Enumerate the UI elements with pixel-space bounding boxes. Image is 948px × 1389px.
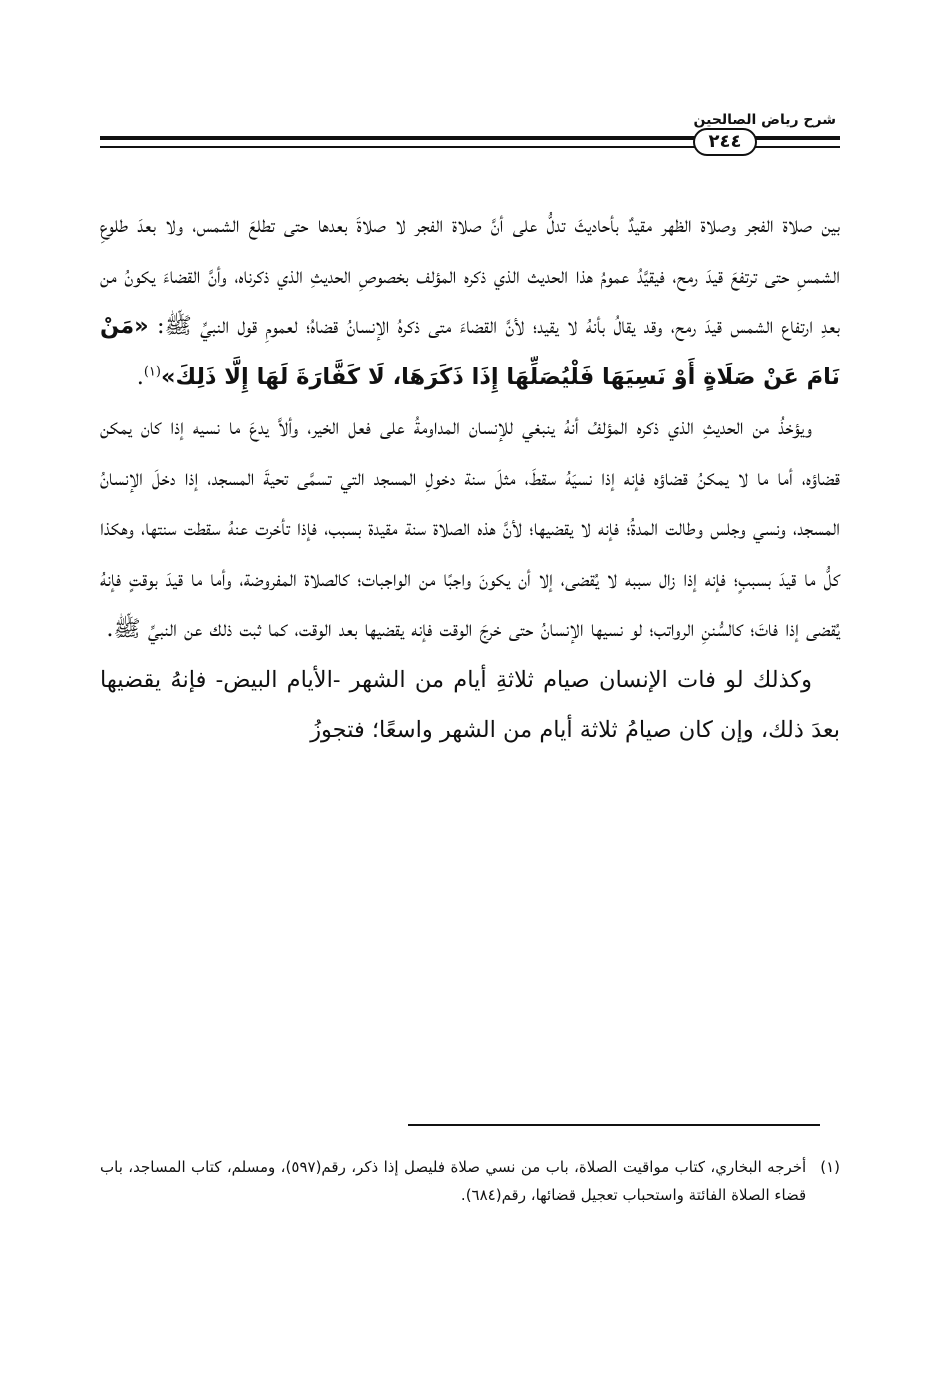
- body-text: [100, 200, 840, 756]
- footnote-number: (١): [820, 1158, 840, 1176]
- footnote-1: [100, 1153, 840, 1209]
- running-title: شرح رياض الصالحين: [693, 112, 836, 128]
- page-number-badge: [693, 128, 757, 156]
- paragraph-1-end: .: [136, 363, 144, 390]
- footnote-text: أخرجه البخاري، كتاب مواقيت الصلاة، باب من نسي صلاة فليصل إذا ذكر، رقم(٥٩٧)، ومسلم، كتاب المساجد، باب قضاء الصلاة الفائتة واستحباب تعجيل قضائها، رقم(٦٨٤).: [100, 1158, 807, 1204]
- footnote-reference[interactable]: (١): [143, 364, 161, 379]
- footnote-separator: [408, 1124, 820, 1126]
- paragraph-1-text: بين صلاة الفجر وصلاة الظهر مقيدٌ بأحاديثَ تدلُّ على أنَّ صلاة الفجر لا صلاةَ بعدها حتى تطلعَ الشمس، ولا بعدَ طلوعِ الشمسِ حتى ترتفعَ قيدَ رمح، فيقيَّدُ عمومُ هذا الحديث الذي ذكره المؤلف بخصوصِ الحديثِ الذي ذكرناه، وأنَّ القضاءَ يكونُ من بعدِ ارتفاع الشمس قيدَ رمح، وقد يقالُ بأنهُ لا يقيد؛ لأنَّ القضاءَ متى ذكرهُ الإنسانُ قضاهُ؛ لعمومِ قول النبيِّ ﷺ:: [100, 212, 841, 339]
- paragraph-1: [100, 200, 840, 402]
- page-number: ٢٤٤: [708, 131, 742, 152]
- hadith-quote: «مَنْ نَامَ عَنْ صَلَاةٍ أَوْ نَسِيَهَا فَلْيُصَلِّهَا إِذَا ذَكَرَهَا، لَا كَفَّارَةَ لَهَا إِلَّا ذَلِكَ»: [100, 313, 840, 390]
- paragraph-3: وكذلك لو فات الإنسان صيام ثلاثةِ أيام من الشهر -الأيام البيض- فإنهُ يقضيها بعدَ ذلك، وإن كان صيامُ ثلاثة أيام من الشهر واسعًا؛ فتجوزُ: [100, 666, 840, 743]
- paragraph-2: ويؤخذُ من الحديثِ الذي ذكره المؤلفُ أنهُ ينبغي للإنسان المداومةُ على فعل الخير، وألاَّ يدعَ ما نسيه إذا كان يمكن قضاؤه، أما ما لا يمكنُ قضاؤه فإنه إذا نسيَهُ سقطَ، مثلَ سنة دخولِ المسجد التي تسمَّى تحيةَ المسجد، إذا دخلَ الإنسانُ المسجد، ونسي وجلس وطالت المدةُ؛ فإنه لا يقضيها؛ لأنَّ هذه الصلاة سنة مقيدة بسبب، فإذا تأخرت عنهُ سقطت سنتها، وهكذا كلُّ ما قيدَ بسببٍ؛ فإنه إذا زال سببه لا يُقضى، إلا أن يكونَ واجبًا من الواجبات؛ كالصلاة المفروضة، وأما ما قيدَ بوقتٍ فإنهُ يُقضى إذا فاتَ؛ كالسُّننِ الرواتب؛ لو نسيها الإنسانُ حتى خرجَ الوقت فإنه يقضيها بعد الوقت، كما ثبت ذلك عن النبيِّ ﷺ.: [100, 414, 840, 642]
